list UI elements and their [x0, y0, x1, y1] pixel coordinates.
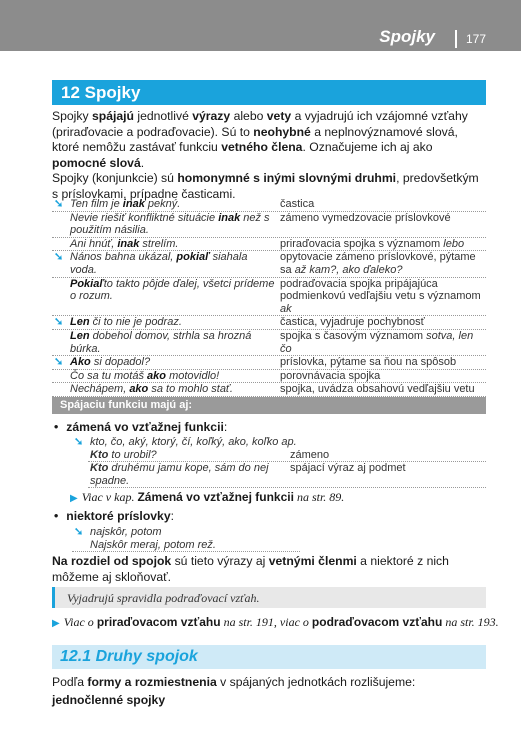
example-explanation: priraďovacia spojka s významom lebo: [280, 237, 465, 250]
paragraph-forms: Podľa formy a rozmiestnenia v spájaných jednotkách rozlišujeme:: [52, 675, 416, 689]
arrow-down-right-icon: ➘: [54, 316, 64, 329]
adverb-list-text: najskôr, potom: [90, 526, 162, 538]
example-sentence: Nechápem, ako sa to mohlo stať.: [70, 383, 233, 396]
example-sentence: Čo sa tu motáš ako motovidlo!: [70, 369, 220, 382]
example-sentence: ➘ Nános bahna ukázal, pokiaľ siahala voda.: [54, 251, 248, 276]
reference-zamena: ▶ Viac v kap. Zámená vo vzťažnej funkcii na str. 89.: [70, 490, 345, 504]
example-explanation: porovnávacia spojka: [280, 369, 381, 382]
pronoun-list: [72, 436, 486, 488]
example-row: [52, 356, 486, 370]
triangle-right-icon: ▶: [70, 493, 78, 504]
section-title: Spojky: [84, 83, 141, 102]
example-row: [52, 383, 486, 397]
arrow-down-right-icon: ➘: [74, 526, 84, 538]
bullet-adverbs: • niektoré príslovky:: [54, 509, 174, 523]
paragraph-single-conjunctions: jednočlenné spojky: [52, 693, 166, 707]
function-bar-label: Spájaciu funkciu majú aj:: [60, 399, 193, 411]
example-explanation: opytovacie zámeno príslovkové, pýtame sa až kam?, ako ďaleko?: [280, 251, 476, 276]
example-sentence: ➘ Len či to nie je podraz.: [54, 316, 182, 329]
pronoun-example-row: [88, 449, 486, 463]
function-bar: [52, 397, 486, 414]
chapter-title: Spojky: [379, 27, 435, 46]
example-explanation: spojka, uvádza obsahovú vedľajšiu vetu: [280, 383, 475, 396]
example-row: [52, 238, 486, 252]
note-box: [52, 587, 486, 608]
paragraph-difference: Na rozdiel od spojok sú tieto výrazy aj vetnými členmi a niektoré z nich môžeme aj skloňovať.: [52, 554, 449, 584]
section-heading: [52, 80, 486, 105]
triangle-right-icon: ▶: [52, 618, 60, 629]
example-explanation: spojka s časovým významom sotva, len čo: [280, 329, 474, 355]
page-number: 177: [466, 32, 487, 46]
adverb-example: Najskôr meraj, potom rež.: [72, 539, 300, 553]
example-explanation: zámeno vymedzovacie príslovkové: [280, 211, 451, 224]
example-row: [52, 330, 486, 356]
example-explanation: príslovka, pýtame sa ňou na spôsob: [280, 356, 457, 369]
example-sentence: ➘ Ten film je inak pekný.: [54, 198, 181, 210]
example-row: [52, 316, 486, 330]
section-number: 12: [61, 83, 80, 102]
arrow-down-right-icon: ➘: [54, 198, 64, 210]
arrow-down-right-icon: ➘: [54, 251, 64, 264]
example-row: [52, 198, 486, 212]
header-separator: [455, 30, 457, 48]
note-text: Vyjadrujú spravidla podraďovací vzťah.: [67, 591, 260, 605]
example-explanation: podraďovacia spojka pripájajúca podmienkovú vedľajšiu vetu s významom ak: [280, 277, 481, 315]
example-row: [52, 370, 486, 384]
example-sentence: Nevie riešiť konfliktné situácie inak než s použitím násilia.: [70, 211, 270, 237]
example-sentence: Ani hnúť, inak strelím.: [70, 237, 179, 250]
example-sentence: Kto to urobil?: [90, 448, 157, 461]
arrow-down-right-icon: ➘: [74, 436, 84, 448]
reference-vztah: ▶ Viac o priraďovacom vzťahu na str. 191, viac o podraďovacom vzťahu na str. 193.: [52, 615, 499, 629]
example-sentence: ➘ Ako si dopadol?: [54, 356, 151, 369]
example-row: [52, 251, 486, 277]
bullet-pronouns: • zámená vo vzťažnej funkcii:: [54, 420, 227, 434]
example-sentence: Kto druhému jamu kope, sám do nej spadne.: [90, 462, 269, 487]
pronoun-list-text: kto, čo, aký, ktorý, čí, koľký, ako, koľko ap.: [90, 436, 297, 448]
example-explanation: zámeno: [290, 448, 330, 461]
example-row: [52, 212, 486, 238]
page-header: [0, 0, 521, 51]
intro-paragraph-2: Spojky (konjunkcie) sú homonymné s inými slovnými druhmi, predovšetkým s príslovkami, prípadne časticami.: [52, 171, 479, 201]
example-sentence: Len dobehol domov, strhla sa hrozná búrka.: [70, 329, 252, 355]
example-explanation: častica, vyjadruje pochybnosť: [280, 316, 425, 329]
subsection-title: Druhy spojok: [95, 648, 198, 665]
adverb-list: [72, 526, 486, 552]
example-sentence: Pokiaľto takto pôjde ďalej, všetci prídeme o rozum.: [70, 277, 275, 303]
example-explanation: spájací výraz aj podmet: [290, 462, 406, 475]
subsection-number: 12.1: [60, 648, 92, 665]
arrow-down-right-icon: ➘: [54, 356, 64, 369]
example-row: [52, 278, 486, 317]
examples-table: [52, 198, 486, 397]
example-explanation: častica: [280, 198, 315, 210]
pronoun-example-row: [88, 462, 486, 488]
intro-paragraph-1: Spojky spájajú jednotlivé výrazy alebo vety a vyjadrujú ich vzájomné vzťahy (priraďovacie a podraďovacie). Sú to neohybné a neplnovýznamové slová, ktoré nemôžu zastávať funkciu vetného člena. Označujeme ich aj ako pomocné slová.: [52, 109, 468, 170]
subsection-heading: [52, 645, 486, 669]
